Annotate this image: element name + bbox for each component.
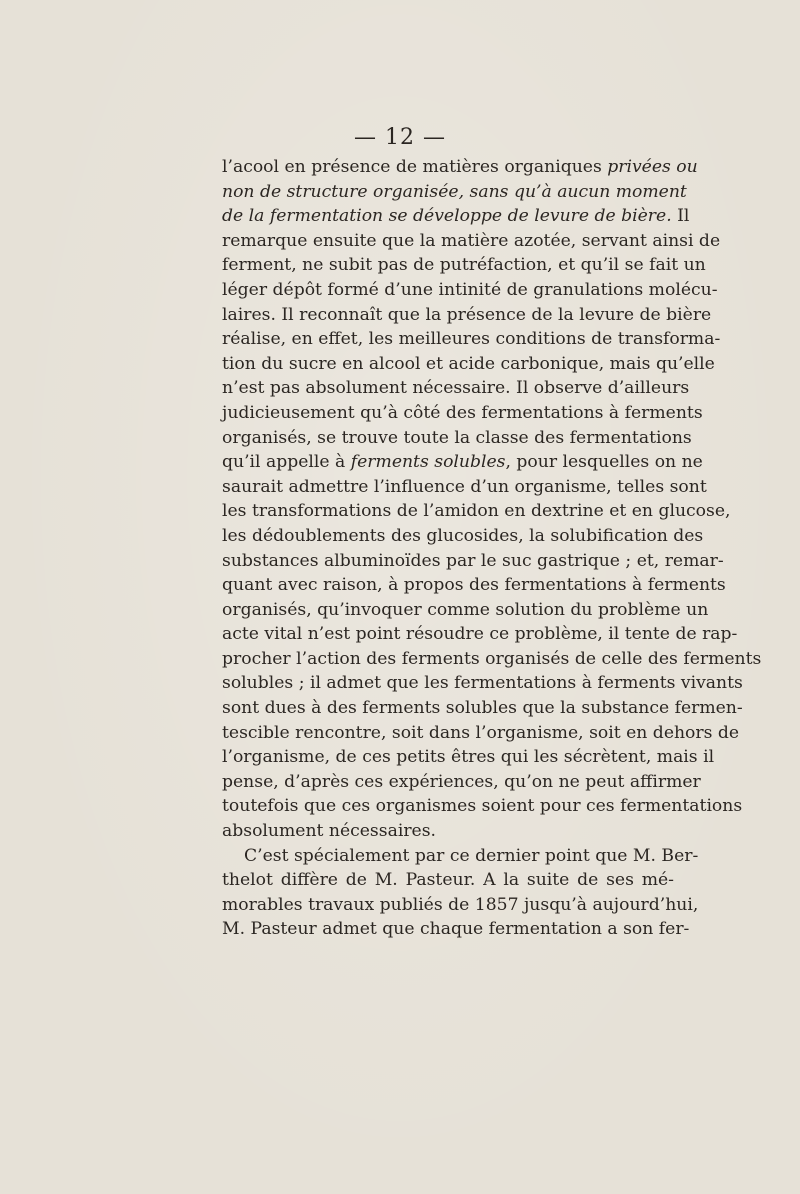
text-line: [222, 278, 718, 303]
text-run: pense, d’après ces expériences, qu’on ne peut affirmer: [222, 771, 701, 792]
text-line: [222, 721, 740, 746]
text-run: léger dépôt formé d’une intinité de granulations molécu-: [222, 279, 718, 300]
page-number: — 12 —: [354, 125, 446, 150]
text-line: [222, 647, 762, 672]
text-run: Il: [671, 206, 690, 227]
text-line: [222, 549, 724, 574]
italic-text: de la fermentation se développe de levure de bière.: [222, 206, 672, 227]
text-run: sont dues à des ferments solubles que la substance fermen-: [222, 698, 743, 719]
text-line: [222, 819, 674, 844]
text-run: absolument nécessaires.: [222, 821, 436, 842]
text-line: [222, 844, 699, 869]
text-line: [222, 770, 701, 795]
text-run: organisés, qu’invoquer comme solution du problème un: [222, 599, 709, 620]
text-line: [222, 475, 707, 500]
text-run: , pour lesquelles on ne: [505, 452, 703, 473]
italic-text: privées ou: [607, 157, 698, 177]
text-run: tescible rencontre, soit dans l’organisme, soit en dehors de: [222, 722, 740, 743]
text-line: [222, 499, 731, 524]
text-line: [222, 253, 706, 278]
text-run: les transformations de l’amidon en dextrine et en glucose,: [222, 501, 731, 522]
text-line: [222, 426, 692, 451]
text-line: [222, 204, 690, 229]
text-run: remarque ensuite que la matière azotée, servant ainsi de: [222, 230, 721, 251]
text-line: [222, 573, 726, 598]
text-run: substances albuminoïdes par le suc gastrique ; et, remar-: [222, 550, 724, 571]
text-line: [222, 401, 703, 426]
text-line: [222, 327, 721, 352]
text-line: [222, 303, 712, 328]
text-run: laires. Il reconnaît que la présence de la levure de bière: [222, 304, 712, 325]
text-line: [222, 352, 715, 377]
text-line: [222, 893, 699, 918]
text-run: C’est spécialement par ce dernier point que M. Ber-: [244, 845, 699, 866]
text-run: les dédoublements des glucosides, la solubification des: [222, 525, 704, 546]
text-run: qu’il appelle à: [222, 452, 351, 473]
text-line: [222, 155, 698, 180]
text-line: [222, 794, 743, 819]
text-run: tion du sucre en alcool et acide carbonique, mais qu’elle: [222, 353, 715, 374]
text-line: [222, 745, 715, 770]
text-line: [222, 180, 687, 205]
text-line: [222, 524, 704, 549]
text-run: organisés, se trouve toute la classe des fermentations: [222, 427, 692, 448]
text-run: procher l’action des ferments organisés de celle des ferments: [222, 648, 762, 669]
text-run: thelot diffère de M. Pasteur. A la suite de ses mé-: [222, 870, 674, 891]
italic-text: ferments solubles: [350, 452, 506, 473]
text-run: judicieusement qu’à côté des fermentations à ferments: [222, 402, 703, 423]
text-line: [222, 450, 703, 475]
text-line: [222, 229, 721, 254]
text-run: réalise, en effet, les meilleures conditions de transforma-: [222, 329, 721, 350]
text-run: M. Pasteur admet que chaque fermentation a son fer-: [222, 919, 690, 940]
text-run: l’organisme, de ces petits êtres qui les sécrètent, mais il: [222, 747, 715, 768]
text-line: [222, 376, 690, 401]
text-run: toutefois que ces organismes soient pour ces fermentations: [222, 796, 743, 817]
text-line: [222, 622, 738, 647]
text-line: [222, 868, 674, 893]
text-run: morables travaux publiés de 1857 jusqu’à aujourd’hui,: [222, 894, 699, 915]
text-line: [222, 671, 743, 696]
text-run: solubles ; il admet que les fermentations à ferments vivants: [222, 673, 743, 694]
text-run: ferment, ne subit pas de putréfaction, et qu’il se fait un: [222, 255, 706, 276]
italic-text: non de structure organisée, sans qu’à aucun moment: [222, 181, 687, 202]
text-run: acte vital n’est point résoudre ce problème, il tente de rap-: [222, 624, 738, 645]
text-line: [222, 917, 690, 942]
text-run: n’est pas absolument nécessaire. Il observe d’ailleurs: [222, 378, 690, 399]
text-line: [222, 598, 709, 623]
text-line: [222, 696, 743, 721]
text-run: l’acool en présence de matières organiques: [222, 157, 608, 177]
text-run: saurait admettre l’influence d’un organisme, telles sont: [222, 476, 707, 497]
text-run: quant avec raison, à propos des fermentations à ferments: [222, 575, 726, 596]
body-text: [222, 155, 762, 942]
